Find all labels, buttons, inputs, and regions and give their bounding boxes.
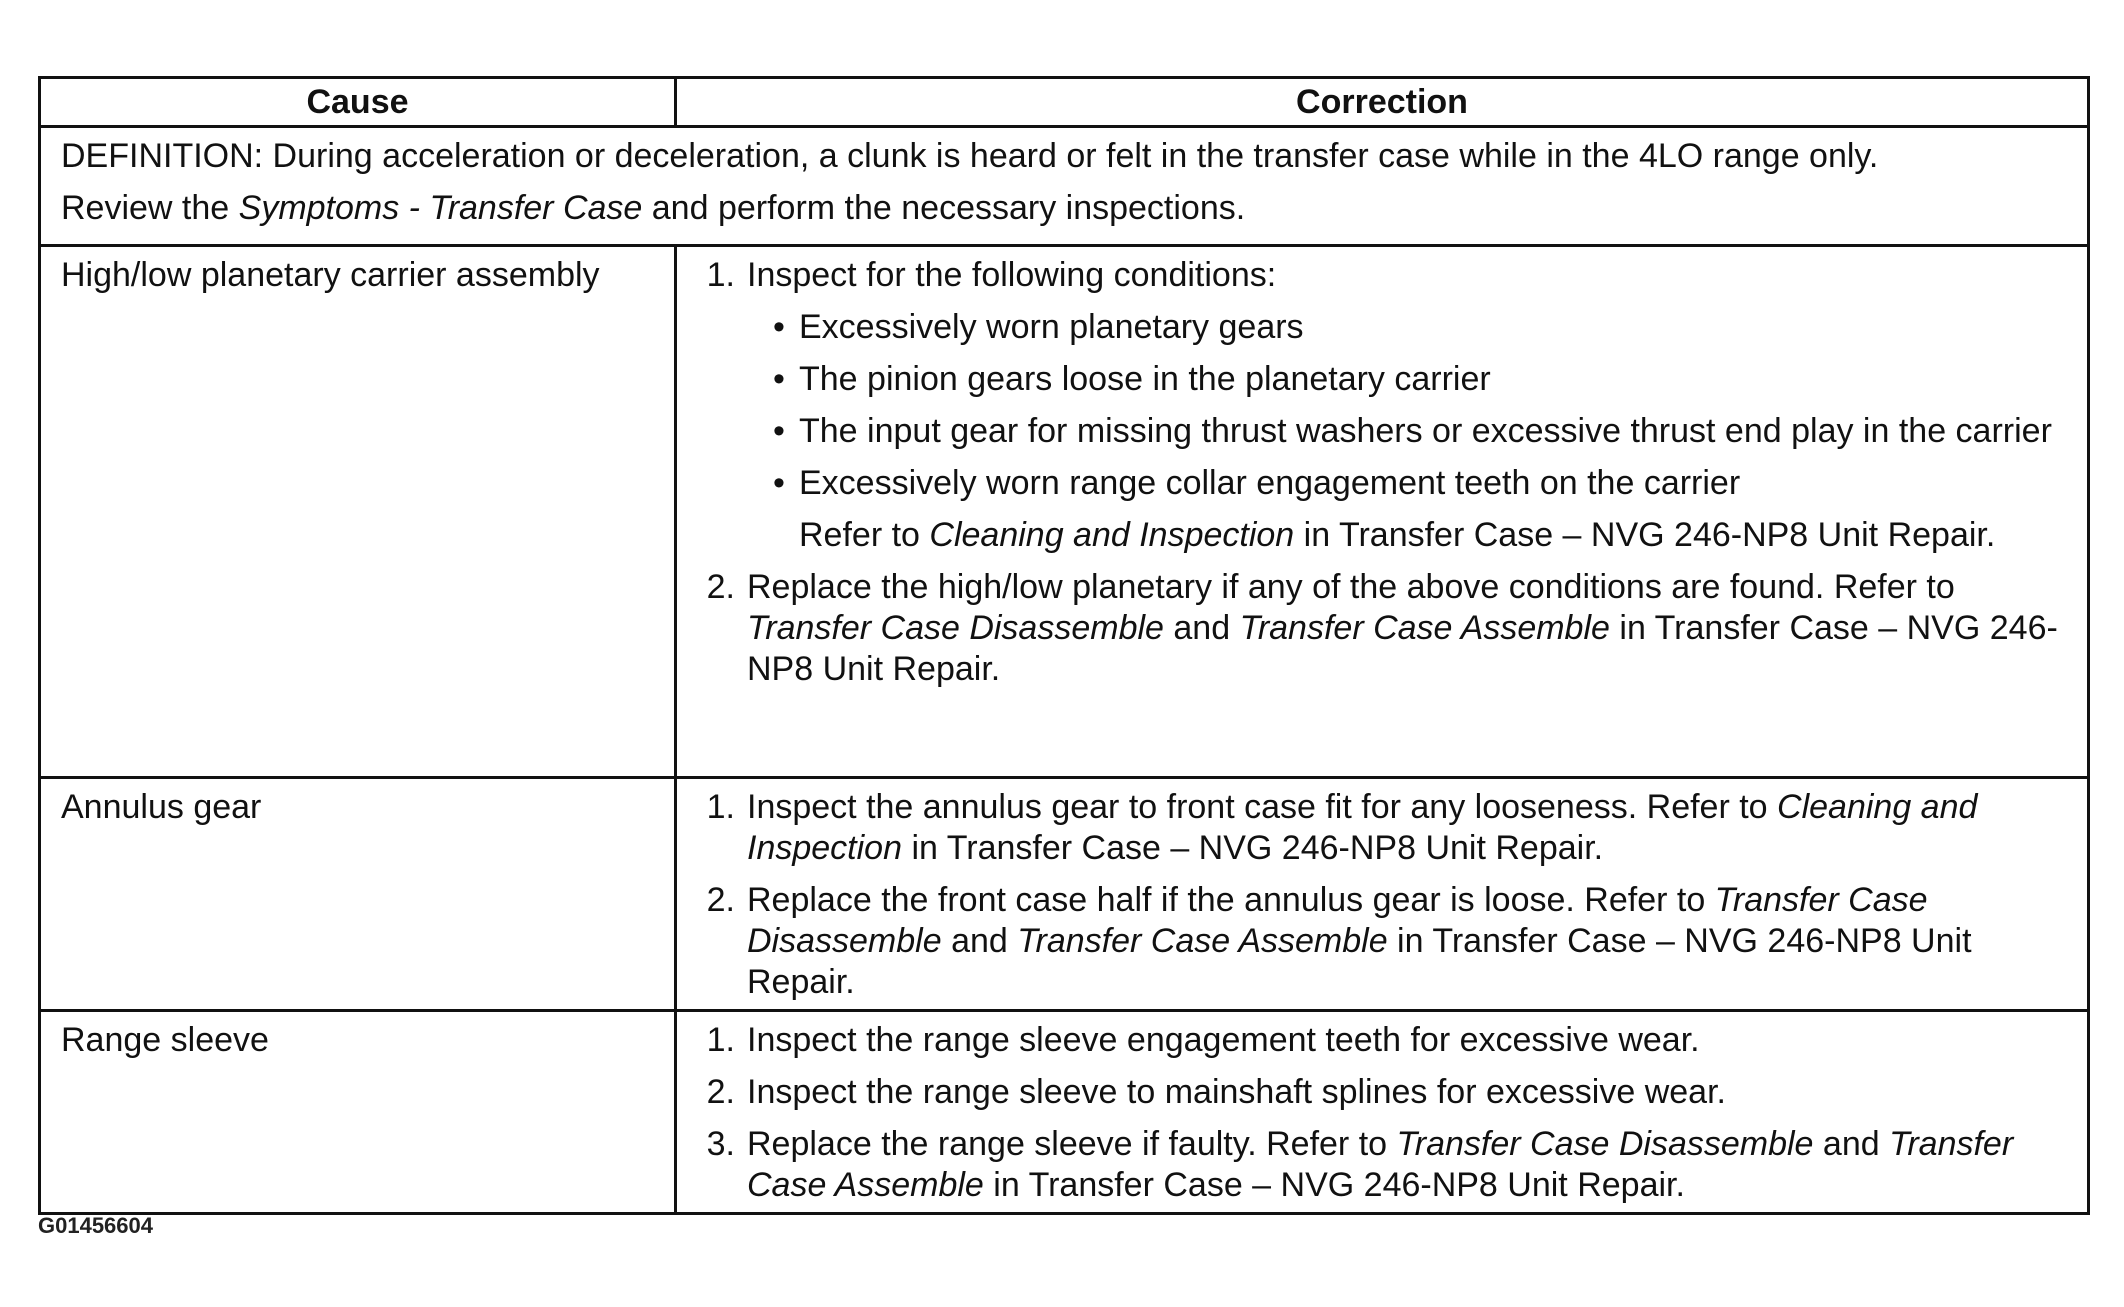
step-number: 1. <box>706 788 735 826</box>
step-body <box>747 255 2079 556</box>
step-number: 2. <box>706 568 735 606</box>
list-item-text: The input gear for missing thrust washers or excessive thrust end play in the carrier <box>799 412 2052 450</box>
step-text: Inspect for the following conditions: <box>747 256 1277 294</box>
table-row <box>40 1011 2089 1214</box>
refer-text-end: in Transfer Case – NVG 246-NP8 Unit Repair. <box>1294 516 1996 554</box>
refer-link: Transfer Case Assemble <box>1017 922 1388 960</box>
refer-note <box>747 515 2079 556</box>
correction-step <box>677 880 2079 1003</box>
bullet-icon: • <box>773 412 785 450</box>
table-row <box>40 778 2089 1011</box>
list-item-text: The pinion gears loose in the planetary carrier <box>799 360 1491 398</box>
step-text: Inspect the range sleeve to mainshaft splines for excessive wear. <box>747 1073 1726 1111</box>
step-body <box>747 1124 2079 1206</box>
refer-link: Transfer Case Disassemble <box>747 881 1928 960</box>
step-body <box>747 787 2079 869</box>
refer-link: Transfer Case Assemble <box>1239 609 1610 647</box>
cause-cell: Range sleeve <box>40 1011 676 1214</box>
step-text: and <box>1813 1125 1890 1163</box>
correction-step <box>677 567 2079 690</box>
header-cause: Cause <box>40 78 676 127</box>
condition-list <box>747 307 2079 556</box>
bullet-icon: • <box>773 464 785 502</box>
diagnostic-table <box>38 76 2090 1215</box>
definition-text: DEFINITION: During acceleration or deceleration, a clunk is heard or felt in the transfer case while in the 4LO range only. <box>61 137 1879 175</box>
correction-cell <box>676 246 2089 778</box>
step-number: 2. <box>706 1073 735 1111</box>
header-correction: Correction <box>676 78 2089 127</box>
step-text: Replace the high/low planetary if any of the above conditions are found. Refer to <box>747 568 1955 606</box>
list-item <box>747 411 2079 452</box>
step-text: in Transfer Case – NVG 246-NP8 Unit Repair. <box>983 1166 1685 1204</box>
step-body <box>747 1020 2079 1061</box>
step-number: 1. <box>706 1021 735 1059</box>
cause-cell: High/low planetary carrier assembly <box>40 246 676 778</box>
step-text: in Transfer Case – NVG 246-NP8 Unit Repair. <box>747 609 2058 688</box>
list-item-text: Excessively worn range collar engagement teeth on the carrier <box>799 464 1741 502</box>
table-row <box>40 246 2089 778</box>
step-text: in Transfer Case – NVG 246-NP8 Unit Repair. <box>747 922 1972 1001</box>
refer-text: Refer to <box>799 516 930 554</box>
refer-link: Transfer Case Disassemble <box>747 609 1164 647</box>
step-text: Inspect the annulus gear to front case fit for any looseness. Refer to <box>747 788 1778 826</box>
refer-link: Cleaning and Inspection <box>929 516 1295 554</box>
correction-step <box>677 1072 2079 1113</box>
refer-link: Cleaning and Inspection <box>747 788 1978 867</box>
review-text: Review the <box>61 189 239 227</box>
refer-link: Transfer Case Disassemble <box>1396 1125 1814 1163</box>
step-body <box>747 880 2079 1003</box>
step-number: 3. <box>706 1125 735 1163</box>
list-item <box>747 463 2079 504</box>
refer-link: Transfer Case Assemble <box>747 1125 2014 1204</box>
step-body <box>747 567 2079 690</box>
correction-step <box>677 255 2079 556</box>
bullet-icon: • <box>773 308 785 346</box>
step-text: Replace the front case half if the annulus gear is loose. Refer to <box>747 881 1715 919</box>
step-text: Replace the range sleeve if faulty. Refer to <box>747 1125 1397 1163</box>
correction-cell <box>676 1011 2089 1214</box>
cause-cell: Annulus gear <box>40 778 676 1011</box>
correction-step <box>677 1020 2079 1061</box>
step-text: in Transfer Case – NVG 246-NP8 Unit Repair. <box>902 829 1604 867</box>
correction-cell <box>676 778 2089 1011</box>
step-number: 1. <box>706 256 735 294</box>
step-text: and <box>941 922 1018 960</box>
review-text-end: and perform the necessary inspections. <box>642 189 1246 227</box>
header-row <box>40 78 2089 127</box>
review-link-symptoms: Symptoms - Transfer Case <box>238 189 643 227</box>
step-text: and <box>1163 609 1240 647</box>
list-item <box>747 307 2079 348</box>
step-number: 2. <box>706 881 735 919</box>
figure-id: G01456604 <box>38 1213 153 1238</box>
definition-row <box>40 127 2089 246</box>
bullet-icon: • <box>773 360 785 398</box>
list-item <box>747 359 2079 400</box>
step-text: Inspect the range sleeve engagement teeth for excessive wear. <box>747 1021 1700 1059</box>
list-item-text: Excessively worn planetary gears <box>799 308 1304 346</box>
review-note <box>61 188 2067 229</box>
correction-step <box>677 787 2079 869</box>
definition-cell <box>40 127 2089 246</box>
correction-step <box>677 1124 2079 1206</box>
step-body <box>747 1072 2079 1113</box>
